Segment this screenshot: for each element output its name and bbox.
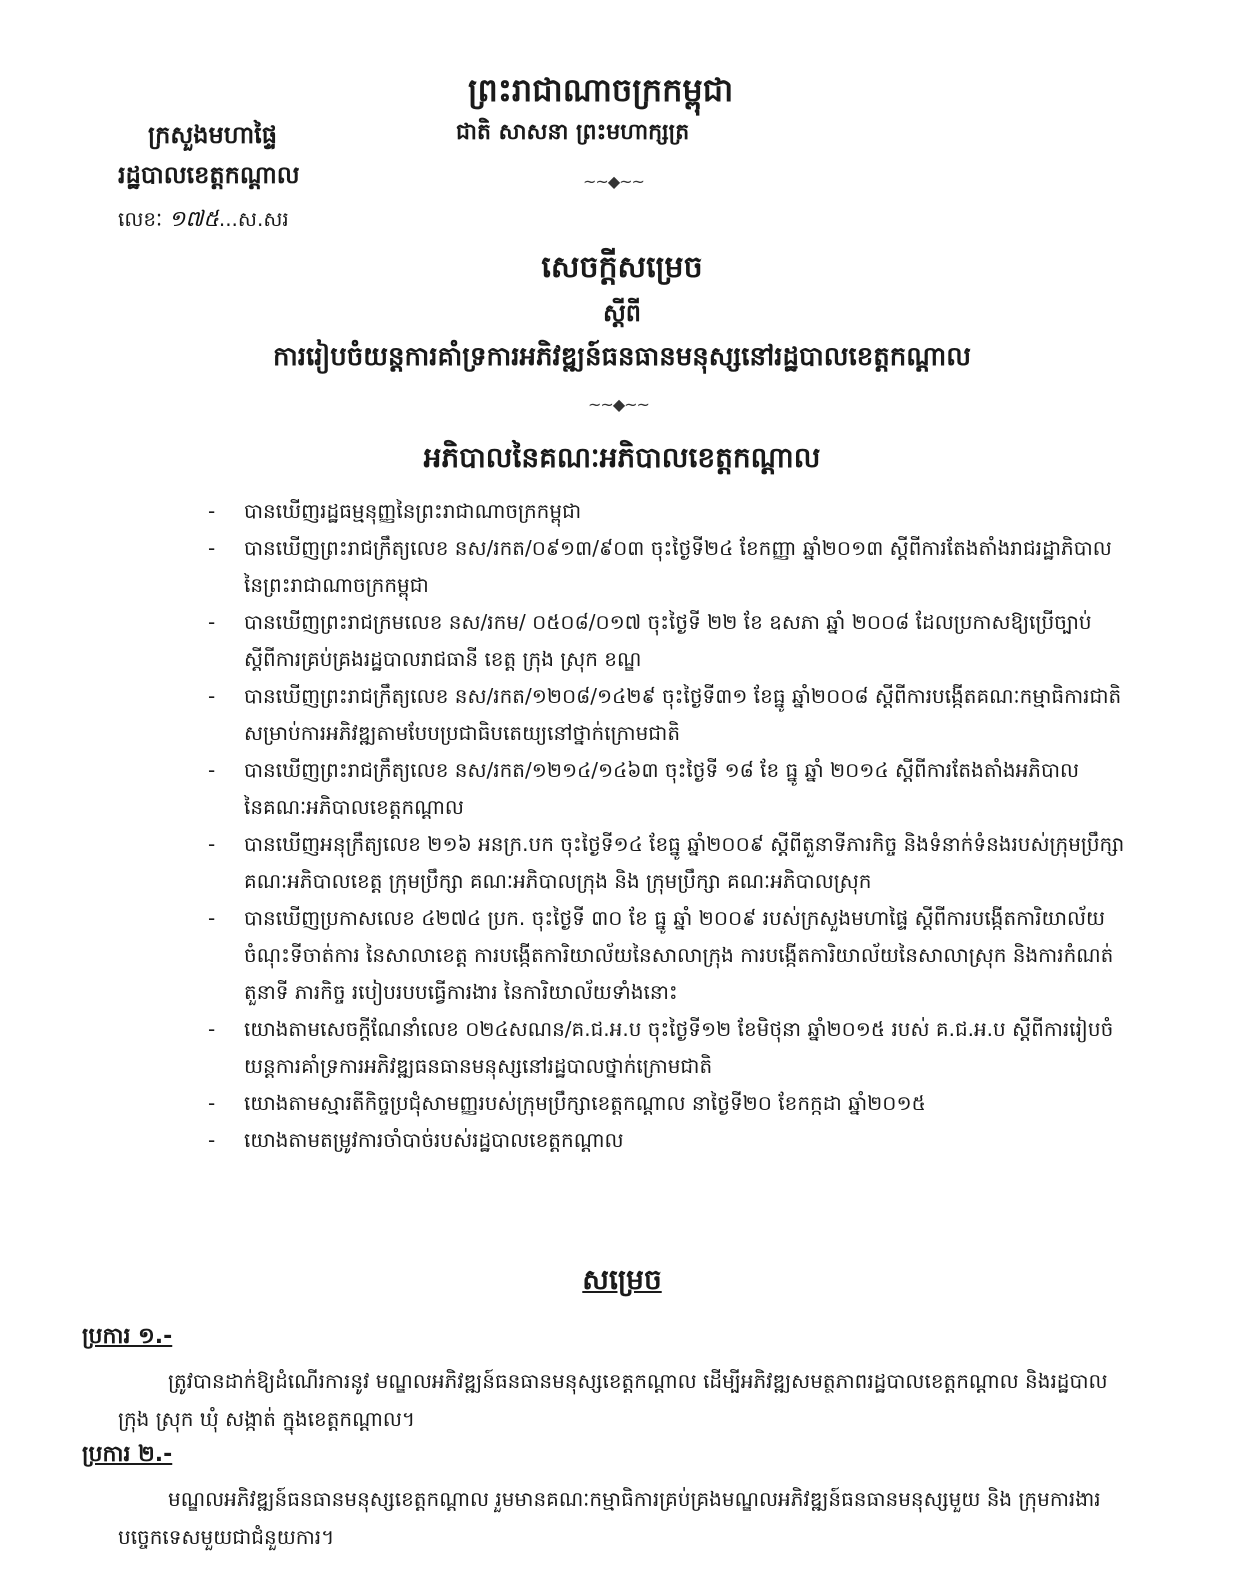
decision-title: សេចក្តីសម្រេច: [541, 250, 703, 285]
reference-text: បានឃើញអនុក្រឹត្យលេខ ២១៦ អនក្រ.បក ចុះថ្ងៃទី១៤ ខែធ្នូ ឆ្នាំ២០០៩ ស្តីពីតួនាទីភារកិច្ច និងទំនាក់ទំនងរបស់ក្រុមប្រឹក្សា គណៈអភិបាលខេត្ត ក្រុមប្រឹក្សា គណៈអភិបាលក្រុង និង ក្រុមប្រឹក្សា គណៈអភិបាលស្រុក: [244, 832, 1125, 893]
list-item: - បានឃើញព្រះរាជក្រឹត្យលេខ នស/រកត/១២០៨/១៤២៩ ចុះថ្ងៃទី៣១ ខែធ្នូ ឆ្នាំ២០០៨ ស្តីពីការបង្កើតគណៈកម្មាធិការជាតិសម្រាប់ការអភិវឌ្ឍតាមបែបប្រជាធិបតេយ្យនៅថ្នាក់ក្រោមជាតិ: [208, 678, 1128, 752]
article-1-title: ប្រការ ១.-: [82, 1324, 173, 1349]
reference-list: [208, 493, 1128, 1159]
reference-text: បានឃើញព្រះរាជក្រឹត្យលេខ នស/រកត/០៩១៣/៩០៣ ចុះថ្ងៃទី២៤ ខែកញ្ញា ឆ្នាំ២០១៣ ស្តីពីការតែងតាំងរាជរដ្ឋាភិបាលនៃព្រះរាជាណាចក្រកម្ពុជា: [244, 536, 1112, 597]
national-motto: ជាតិ សាសនា ព្រះមហាក្សត្រ: [456, 120, 690, 145]
issuing-province: រដ្ឋបាលខេត្តកណ្តាល: [118, 161, 300, 189]
article-2-title: ប្រការ ២.-: [82, 1442, 173, 1467]
list-item: - បានឃើញព្រះរាជក្រឹត្យលេខ នស/រកត/១២១៤/១៤៦៣ ចុះថ្ងៃទី ១៨ ខែ ធ្នូ ឆ្នាំ ២០១៤ ស្តីពីការតែងតាំងអភិបាល នៃគណៈអភិបាលខេត្តកណ្តាល: [208, 752, 1128, 826]
document-number-value: ១៧៥: [168, 207, 219, 232]
list-item: - បានឃើញប្រកាសលេខ ៤២៧៤ ប្រក. ចុះថ្ងៃទី ៣០ ខែ ធ្នូ ឆ្នាំ ២០០៩ របស់ក្រសួងមហាផ្ទៃ ស្តីពីការបង្កើតការិយាល័យចំណុះទីចាត់ការ នៃសាលាខេត្ត ការបង្កើតការិយាល័យនៃសាលាក្រុង ការបង្កើតការិយាល័យនៃសាលាស្រុក និងការកំណត់តួនាទី ភារកិច្ច របៀបរបបធ្វើការងារ នៃការិយាល័យទាំងនោះ: [208, 900, 1128, 1011]
reference-text: យោងតាមសេចក្តីណែនាំលេខ ០២៤សណន/គ.ជ.អ.ប ចុះថ្ងៃទី១២ ខែមិថុនា ឆ្នាំ២០១៥ របស់ គ.ជ.អ.ប ស្តីពីការរៀបចំយន្តការគាំទ្រការអភិវឌ្ឍធនធានមនុស្សនៅរដ្ឋបាលថ្នាក់ក្រោមជាតិ: [244, 1017, 1114, 1078]
list-item: - បានឃើញរដ្ឋធម្មនុញ្ញនៃព្រះរាជាណាចក្រកម្ពុជា: [208, 493, 1128, 530]
kingdom-heading: ព្រះរាជាណាចក្រកម្ពុជា: [468, 71, 734, 109]
reference-text: យោងតាមតម្រូវការចាំបាច់របស់រដ្ឋបាលខេត្តកណ្តាល: [244, 1128, 624, 1152]
reference-text: យោងតាមស្មារតីកិច្ចប្រជុំសាមញ្ញរបស់ក្រុមប្រឹក្សាខេត្តកណ្តាល នាថ្ងៃទី២០ ខែកក្កដា ឆ្នាំ២០១៥: [244, 1091, 926, 1115]
document-number-suffix: ...ស.សរ: [218, 207, 289, 231]
list-item: - បានឃើញអនុក្រឹត្យលេខ ២១៦ អនក្រ.បក ចុះថ្ងៃទី១៤ ខែធ្នូ ឆ្នាំ២០០៩ ស្តីពីតួនាទីភារកិច្ច និងទំនាក់ទំនងរបស់ក្រុមប្រឹក្សា គណៈអភិបាលខេត្ត ក្រុមប្រឹក្សា គណៈអភិបាលក្រុង និង ក្រុមប្រឹក្សា គណៈអភិបាលស្រុក: [208, 826, 1128, 900]
document-number: [118, 205, 289, 237]
list-item: - បានឃើញព្រះរាជក្រឹត្យលេខ នស/រកត/០៩១៣/៩០៣ ចុះថ្ងៃទី២៤ ខែកញ្ញា ឆ្នាំ២០១៣ ស្តីពីការតែងតាំងរាជរដ្ឋាភិបាលនៃព្រះរាជាណាចក្រកម្ពុជា: [208, 530, 1128, 604]
about-label: ស្តីពី: [602, 299, 642, 327]
document-number-label: លេខៈ: [118, 207, 163, 231]
reference-text: បានឃើញព្រះរាជក្រឹត្យលេខ នស/រកត/១២០៨/១៤២៩ ចុះថ្ងៃទី៣១ ខែធ្នូ ឆ្នាំ២០០៨ ស្តីពីការបង្កើតគណៈកម្មាធិការជាតិសម្រាប់ការអភិវឌ្ឍតាមបែបប្រជាធិបតេយ្យនៅថ្នាក់ក្រោមជាតិ: [244, 684, 1122, 745]
governor-heading: អភិបាលនៃគណៈអភិបាលខេត្តកណ្តាល: [423, 441, 821, 474]
article-2-text: មណ្ឌលអភិវឌ្ឍន៍ធនធានមនុស្សខេត្តកណ្តាល រួមមានគណៈកម្មាធិការគ្រប់គ្រងមណ្ឌលអភិវឌ្ឍន៍ធនធានមនុស្សមួយ និង ក្រុមការងារបច្ចេកទេសមួយជាជំនួយការ។: [118, 1487, 1101, 1549]
reference-text: បានឃើញព្រះរាជក្រមលេខ នស/រកម/ ០៥០៨/០១៧ ចុះថ្ងៃទី ២២ ខែ ឧសភា ឆ្នាំ ២០០៨ ដែលប្រកាសឱ្យប្រើច្បាប់ ស្តីពីការគ្រប់គ្រងរដ្ឋបាលរាជធានី ខេត្ត ក្រុង ស្រុក ខណ្ឌ: [244, 610, 1092, 671]
decision-heading: សម្រេច: [582, 1263, 662, 1296]
list-item: - យោងតាមស្មារតីកិច្ចប្រជុំសាមញ្ញរបស់ក្រុមប្រឹក្សាខេត្តកណ្តាល នាថ្ងៃទី២០ ខែកក្កដា ឆ្នាំ២០១៥: [208, 1085, 1128, 1122]
issuing-ministry: ក្រសួងមហាផ្ទៃ: [148, 121, 278, 149]
ornament-divider-middle: ~~◆~~: [588, 395, 649, 414]
ornament-divider-top: ~~◆~~: [583, 172, 644, 191]
list-item: - យោងតាមសេចក្តីណែនាំលេខ ០២៤សណន/គ.ជ.អ.ប ចុះថ្ងៃទី១២ ខែមិថុនា ឆ្នាំ២០១៥ របស់ គ.ជ.អ.ប ស្តីពីការរៀបចំយន្តការគាំទ្រការអភិវឌ្ឍធនធានមនុស្សនៅរដ្ឋបាលថ្នាក់ក្រោមជាតិ: [208, 1011, 1128, 1085]
list-item: - បានឃើញព្រះរាជក្រមលេខ នស/រកម/ ០៥០៨/០១៧ ចុះថ្ងៃទី ២២ ខែ ឧសភា ឆ្នាំ ២០០៨ ដែលប្រកាសឱ្យប្រើច្បាប់ ស្តីពីការគ្រប់គ្រងរដ្ឋបាលរាជធានី ខេត្ត ក្រុង ស្រុក ខណ្ឌ: [208, 604, 1128, 678]
list-item: - យោងតាមតម្រូវការចាំបាច់របស់រដ្ឋបាលខេត្តកណ្តាល: [208, 1122, 1128, 1159]
decision-subject: ការរៀបចំយន្តការគាំទ្រការអភិវឌ្ឍន៍ធនធានមនុស្សនៅរដ្ឋបាលខេត្តកណ្តាល: [272, 342, 972, 372]
reference-text: បានឃើញរដ្ឋធម្មនុញ្ញនៃព្រះរាជាណាចក្រកម្ពុជា: [244, 499, 582, 523]
reference-text: បានឃើញប្រកាសលេខ ៤២៧៤ ប្រក. ចុះថ្ងៃទី ៣០ ខែ ធ្នូ ឆ្នាំ ២០០៩ របស់ក្រសួងមហាផ្ទៃ ស្តីពីការបង្កើតការិយាល័យចំណុះទីចាត់ការ នៃសាលាខេត្ត ការបង្កើតការិយាល័យនៃសាលាក្រុង ការបង្កើតការិយាល័យនៃសាលាស្រុក និងការកំណត់តួនាទី ភារកិច្ច របៀបរបបធ្វើការងារ នៃការិយាល័យទាំងនោះ: [244, 906, 1114, 1004]
reference-text: បានឃើញព្រះរាជក្រឹត្យលេខ នស/រកត/១២១៤/១៤៦៣ ចុះថ្ងៃទី ១៨ ខែ ធ្នូ ឆ្នាំ ២០១៤ ស្តីពីការតែងតាំងអភិបាល នៃគណៈអភិបាលខេត្តកណ្តាល: [244, 758, 1080, 819]
article-1-text: ត្រូវបានដាក់ឱ្យដំណើរការនូវ មណ្ឌលអភិវឌ្ឍន៍ធនធានមនុស្សខេត្តកណ្តាល ដើម្បីអភិវឌ្ឍសមត្ថភាពរដ្ឋបាលខេត្តកណ្តាល និងរដ្ឋបាលក្រុង ស្រុក ឃុំ សង្កាត់ ក្នុងខេត្តកណ្តាល។: [118, 1369, 1108, 1431]
